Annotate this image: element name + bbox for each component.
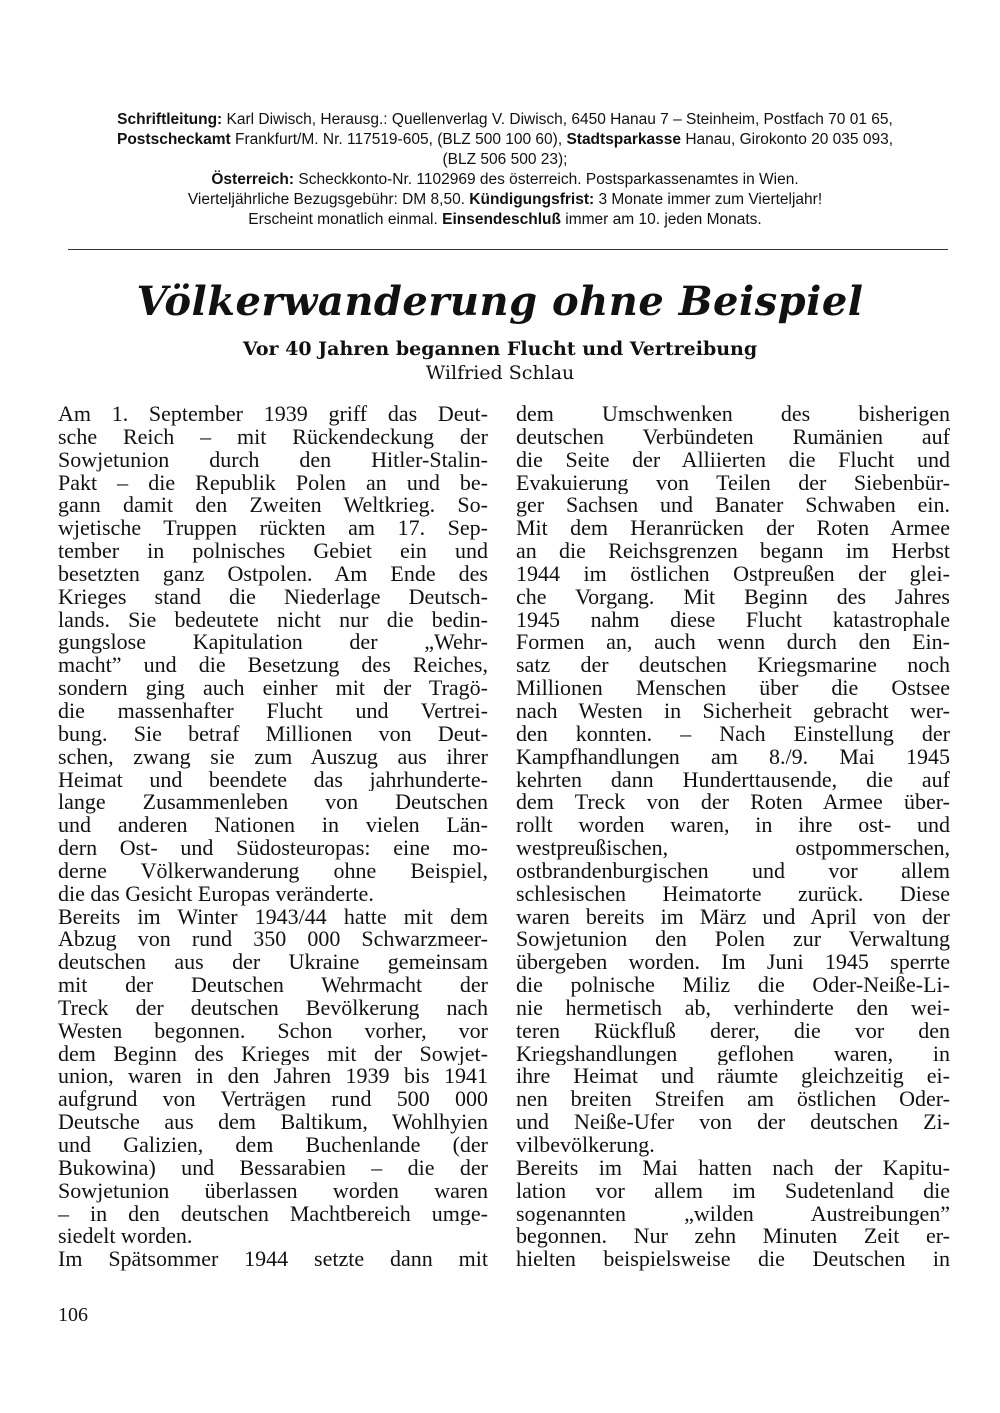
text-line: nen breiten Streifen am östlichen Oder- [516, 1088, 950, 1112]
text-line: wjetische Truppen rückten am 17. Sep- [58, 517, 488, 541]
text-line: dem Beginn des Krieges mit der Sowjet- [58, 1042, 488, 1066]
text-line: deutschen aus der Ukraine gemeinsam [58, 951, 488, 975]
text-line: tember in polnisches Gebiet ein und [58, 540, 488, 563]
text-line: gann damit den Zweiten Weltkrieg. So- [58, 494, 488, 518]
masthead-imprint [60, 110, 950, 230]
page-number: 106 [58, 1304, 88, 1326]
text-line: sogenannten „wilden Austreibungen” [516, 1202, 950, 1226]
text-line: 1945 nahm diese Flucht katastrophale [516, 608, 950, 632]
imprint-line-6: Erscheint monatlich einmal. Einsendeschluß immer am 10. jeden Monats. [248, 211, 762, 228]
text-line: 1944 im östlichen Ostpreußen der glei- [516, 562, 950, 586]
text-line: teren Rückfluß derer, die vor den [516, 1019, 950, 1043]
imprint-label-kuendigungsfrist: Kündigungsfrist: [469, 191, 595, 208]
imprint-label-schriftleitung: Schriftleitung: [117, 111, 223, 128]
text-line: lation vor allem im Sudetenland die [516, 1179, 950, 1203]
article-column-right [516, 403, 950, 1271]
text-line: aufgrund von Verträgen rund 500 000 [58, 1088, 488, 1112]
imprint-line-2: Postscheckamt Frankfurt/M. Nr. 117519-605, (BLZ 500 100 60), Stadtsparkasse Hanau, Girokonto 20 035 093, [116, 131, 894, 148]
text-line: begonnen. Nur zehn Minuten Zeit er- [516, 1225, 950, 1249]
imprint-line-5: Vierteljährliche Bezugsgebühr: DM 8,50. Kündigungsfrist: 3 Monate immer zum Vierteljahr! [187, 191, 823, 208]
imprint-line-3: (BLZ 506 500 23); [442, 151, 568, 168]
text-line: Bereits im Mai hatten nach der Kapitu- [516, 1156, 950, 1180]
text-line: übergeben worden. Im Juni 1945 sperrte [516, 951, 950, 975]
text-line: Sowjetunion den Polen zur Verwaltung [516, 928, 950, 952]
text-line: lange Zusammenleben von Deutschen [58, 791, 488, 815]
text-line: die das Gesicht Europas veränderte. [58, 882, 374, 906]
text-line: westpreußischen, ostpommerschen, [516, 837, 950, 860]
text-line: Im Spätsommer 1944 setzte dann mit [58, 1248, 488, 1272]
text-line: dem Treck von der Roten Armee über- [516, 791, 950, 815]
text-line: nie hermetisch ab, verhinderte den wei- [516, 996, 950, 1020]
text-line: Deutsche aus dem Baltikum, Wohlhyien [58, 1111, 488, 1134]
text-line: und Galizien, dem Buchenlande (der [58, 1134, 488, 1157]
imprint-label-stadtsparkasse: Stadtsparkasse [566, 131, 682, 148]
text-line: dern Ost- und Südosteuropas: eine mo- [58, 837, 488, 860]
text-line: ger Sachsen und Banater Schwaben ein. [516, 494, 950, 518]
imprint-label-oesterreich: Österreich: [211, 171, 295, 188]
imprint-line-1: Schriftleitung: Karl Diwisch, Herausg.: Quellenverlag V. Diwisch, 6450 Hanau 7 – Steinheim, Postfach 70 01 65, [117, 111, 893, 128]
text-line: den konnten. – Nach Einstellung der [516, 722, 950, 746]
text-line: bung. Sie betraf Millionen von Deut- [58, 722, 488, 746]
text-line: Am 1. September 1939 griff das Deut- [58, 403, 488, 426]
text-line: vilbevölkerung. [516, 1134, 655, 1157]
header-divider [68, 249, 948, 250]
article-author: Wilfried Schlau [425, 362, 575, 384]
text-line: die massenhafter Flucht und Vertrei- [58, 699, 488, 723]
text-line: die polnische Miliz die Oder-Neiße-Li- [516, 974, 950, 997]
text-line: Mit dem Heranrücken der Roten Armee [516, 517, 950, 541]
text-line: waren bereits im März und April von der [516, 905, 950, 929]
text-line: besetzten ganz Ostpolen. Am Ende des [58, 562, 488, 586]
text-line: Pakt – die Republik Polen an und be- [58, 471, 488, 495]
text-line: Krieges stand die Niederlage Deutsch- [58, 585, 488, 609]
text-line: sondern ging auch einher mit der Tragö- [58, 677, 488, 700]
text-line: Kampfhandlungen am 8./9. Mai 1945 [516, 745, 950, 769]
imprint-label-einsendeschluss: Einsendeschluß [442, 211, 561, 228]
text-line: Abzug von rund 350 000 Schwarzmeer- [58, 928, 488, 952]
text-line: Bereits im Winter 1943/44 hatte mit dem [58, 905, 488, 929]
text-line: – in den deutschen Machtbereich umge- [58, 1202, 488, 1226]
text-line: ihre Heimat und räumte gleichzeitig ei- [516, 1065, 950, 1089]
text-line: Sowjetunion überlassen worden waren [58, 1179, 488, 1203]
article-column-left [58, 403, 488, 1271]
article-subtitle: Vor 40 Jahren begannen Flucht und Vertreibung [242, 338, 758, 360]
text-line: nach Westen in Sicherheit gebracht wer- [516, 699, 950, 723]
text-line: sche Reich – mit Rückendeckung der [58, 425, 488, 449]
text-line: Westen begonnen. Schon vorher, vor [58, 1019, 488, 1043]
text-line: kehrten dann Hunderttausende, die auf [516, 768, 950, 792]
article-title: Völkerwanderung ohne Beispiel [136, 278, 864, 325]
text-line: hielten beispielsweise die Deutschen in [516, 1248, 950, 1272]
text-line: Formen an, auch wenn durch den Ein- [516, 631, 950, 655]
text-line: und Neiße-Ufer von der deutschen Zi- [516, 1111, 950, 1134]
text-line: deutschen Verbündeten Rumänien auf [516, 425, 950, 449]
text-line: Sowjetunion durch den Hitler-Stalin- [58, 448, 488, 472]
text-line: an die Reichsgrenzen begann im Herbst [516, 540, 950, 563]
text-line: dem Umschwenken des bisherigen [516, 403, 950, 426]
text-line: rollt worden waren, in ihre ost- und [516, 814, 950, 838]
text-line: che Vorgang. Mit Beginn des Jahres [516, 585, 950, 609]
text-line: und anderen Nationen in vielen Län- [58, 814, 488, 838]
text-line: schen, zwang sie zum Auszug aus ihrer [58, 745, 488, 769]
text-line: schlesischen Heimatorte zurück. Diese [516, 882, 950, 906]
text-line: Heimat und beendete das jahrhunderte- [58, 768, 488, 792]
text-line: ostbrandenburgischen und vor allem [516, 859, 950, 883]
text-line: Millionen Menschen über die Ostsee [516, 677, 950, 700]
text-line: mit der Deutschen Wehrmacht der [58, 974, 488, 997]
text-line: siedelt worden. [58, 1225, 193, 1249]
text-line: Kriegshandlungen geflohen waren, in [516, 1042, 950, 1066]
text-line: Treck der deutschen Bevölkerung nach [58, 996, 488, 1020]
imprint-label-postscheckamt: Postscheckamt [116, 131, 231, 148]
text-line: macht” und die Besetzung des Reiches, [58, 654, 488, 678]
text-line: die Seite der Alliierten die Flucht und [516, 448, 950, 472]
text-line: union, waren in den Jahren 1939 bis 1941 [58, 1065, 488, 1089]
imprint-line-4: Österreich: Scheckkonto-Nr. 1102969 des österreich. Postsparkassenamtes in Wien. [211, 171, 799, 188]
text-line: satz der deutschen Kriegsmarine noch [516, 654, 950, 678]
text-line: Evakuierung von Teilen der Siebenbür- [516, 471, 950, 495]
text-line: gungslose Kapitulation der „Wehr- [58, 631, 488, 655]
text-line: lands. Sie bedeutete nicht nur die bedin- [58, 608, 488, 632]
text-line: derne Völkerwanderung ohne Beispiel, [58, 859, 488, 883]
text-line: Bukowina) und Bessarabien – die der [58, 1156, 488, 1180]
